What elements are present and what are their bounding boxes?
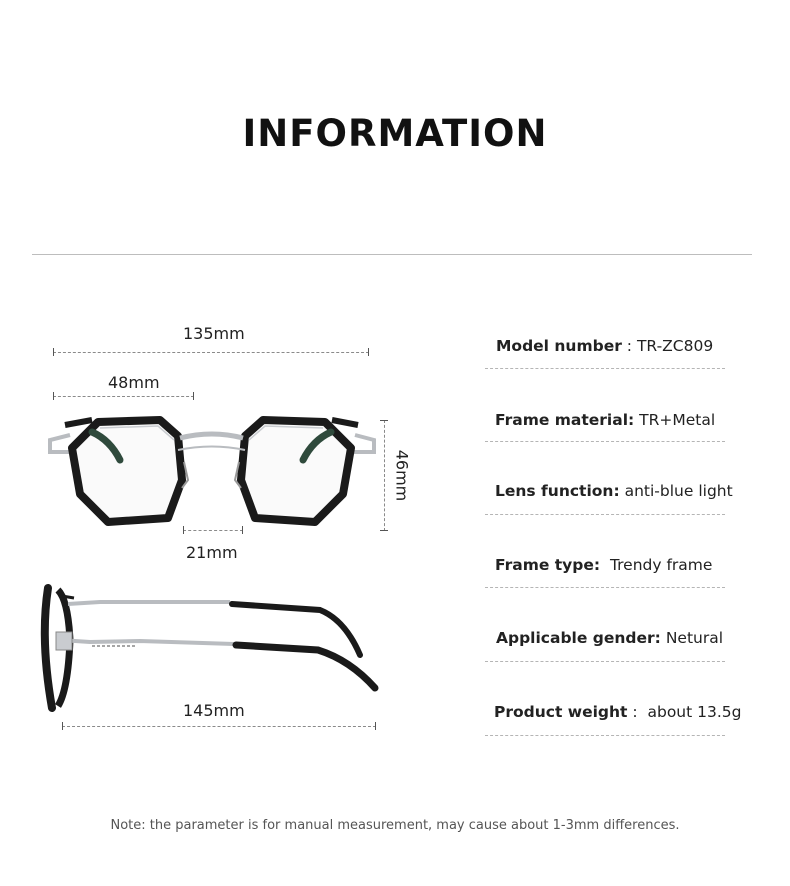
temple-length-label: 145mm bbox=[183, 701, 245, 720]
spec-divider bbox=[485, 368, 725, 369]
temple-length-tick-left bbox=[62, 722, 63, 730]
spec-key: Product weight bbox=[494, 703, 628, 721]
spec-key: Model number bbox=[496, 337, 622, 355]
temple-length-tick-right bbox=[375, 722, 376, 730]
spec-value: TR+Metal bbox=[639, 411, 716, 429]
footer-note: Note: the parameter is for manual measurement, may cause about 1-3mm differences. bbox=[110, 818, 680, 833]
spec-frame-material bbox=[495, 411, 735, 429]
bridge-label: 21mm bbox=[186, 543, 238, 562]
spec-value: TR-ZC809 bbox=[636, 337, 714, 355]
spec-key: Frame type: bbox=[495, 556, 601, 574]
spec-frame-type bbox=[495, 556, 735, 574]
spec-key: Frame material: bbox=[495, 411, 635, 429]
spec-sep: : bbox=[627, 703, 648, 721]
spec-value: anti-blue light bbox=[624, 482, 733, 500]
spec-divider bbox=[485, 514, 725, 515]
spec-divider bbox=[485, 735, 725, 736]
spec-divider bbox=[485, 661, 725, 662]
page-title: INFORMATION bbox=[242, 112, 548, 155]
temple-length-line bbox=[62, 726, 376, 727]
spec-applicable-gender bbox=[496, 629, 736, 647]
spec-divider bbox=[485, 587, 725, 588]
total-width-label: 135mm bbox=[183, 324, 245, 343]
spec-key: Applicable gender: bbox=[496, 629, 661, 647]
spec-model-number bbox=[496, 337, 736, 355]
spec-product-weight bbox=[494, 703, 742, 721]
spec-sep: : bbox=[621, 337, 637, 355]
spec-divider bbox=[485, 441, 725, 442]
spec-sep bbox=[600, 556, 610, 574]
spec-value: Netural bbox=[665, 629, 724, 647]
spec-key: Lens function: bbox=[495, 482, 620, 500]
spec-value: Trendy frame bbox=[609, 556, 713, 574]
lens-width-label: 48mm bbox=[108, 373, 160, 392]
spec-lens-function bbox=[495, 482, 735, 500]
lens-height-label: 46mm bbox=[392, 449, 412, 502]
spec-value: about 13.5g bbox=[647, 703, 742, 721]
